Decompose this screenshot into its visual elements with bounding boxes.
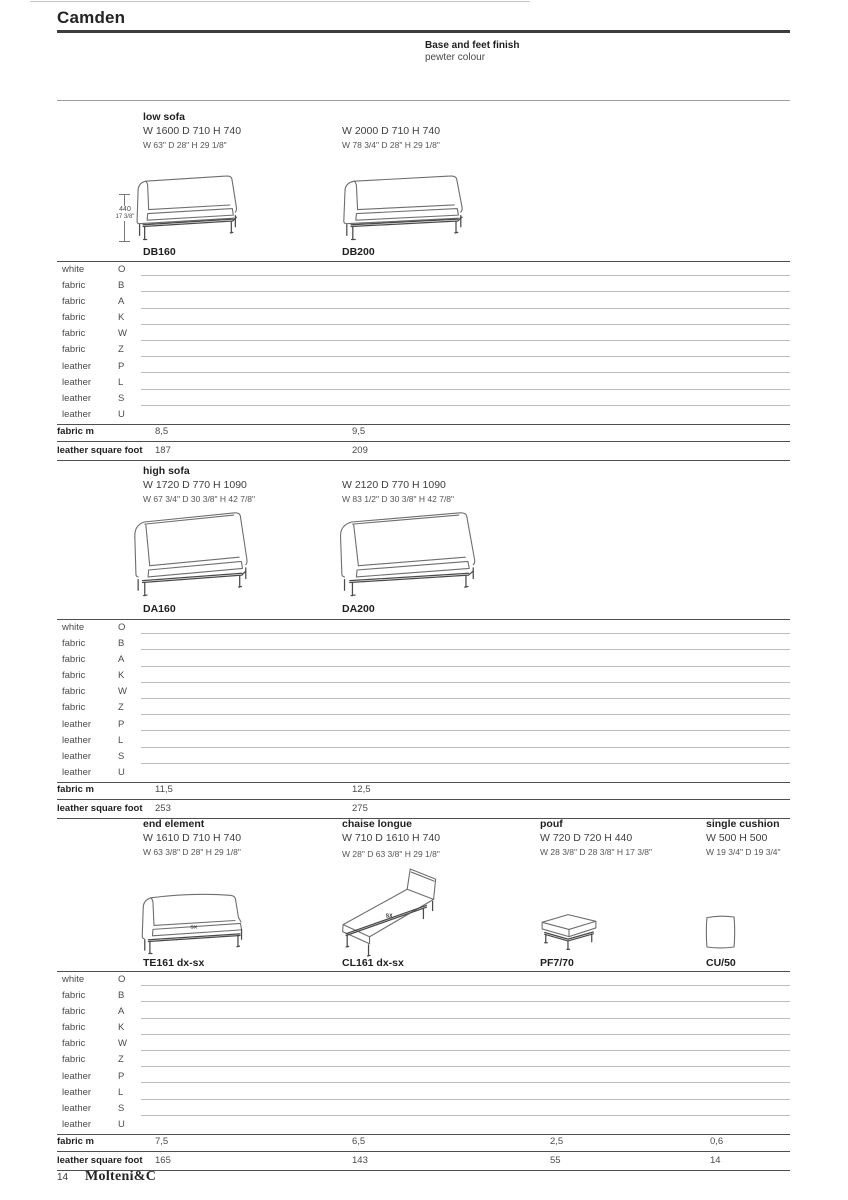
material-code: S [118,1103,125,1114]
row-rule [141,763,790,764]
high-sofa-drawing-da160 [126,506,264,602]
page-title: Camden [57,8,126,27]
material-label: fabric [62,637,86,649]
material-code: K [118,670,125,682]
section-title-pouf: pouf [540,818,563,830]
dims-mm: W 1720 D 770 H 1090 [143,479,247,491]
dims-in: W 19 3/4" D 19 3/4" [706,847,781,857]
leather-sqft-row [57,1152,790,1171]
material-label: white [62,973,85,985]
marker-mm: 440 [119,206,131,213]
material-row [57,972,790,988]
material-code: O [118,973,126,985]
material-code: K [118,1022,125,1034]
material-code: W [118,1038,127,1050]
material-label: fabric [62,989,86,1001]
leather-sqft-row-value: 14 [710,1154,721,1166]
material-row [57,988,790,1004]
dims-mm: W 1610 D 710 H 740 [143,832,242,844]
section-divider [57,100,790,101]
dims-mm: W 720 D 720 H 440 [540,832,633,844]
material-label: leather [62,376,92,388]
fabric-m-row-label: fabric m [57,426,94,438]
leather-sqft-row-label: leather square foot [57,444,143,456]
row-rule [141,405,790,406]
material-row [57,620,790,636]
material-label: fabric [62,702,86,714]
material-label: leather [62,1070,92,1082]
material-row [57,766,790,782]
leather-sqft-row [57,800,790,819]
top-hairline [30,1,530,2]
material-code: W [118,686,127,698]
high-sofa-drawing-da200 [330,506,495,602]
row-rule [141,291,790,292]
material-code: B [118,279,125,291]
leather-sqft-row [57,442,790,461]
material-code: A [118,653,125,665]
fabric-m-row-value: 0,6 [710,1136,724,1148]
page-number: 14 [57,1172,69,1183]
material-row [57,652,790,668]
material-row [57,1118,790,1134]
fabric-m-row-value: 12,5 [352,784,371,796]
material-label: leather [62,1119,92,1131]
leather-sqft-row-label: leather square foot [57,1154,143,1166]
fabric-m-row-value: 7,5 [155,1136,169,1148]
title-rule [57,30,790,33]
row-rule [141,340,790,341]
product-code-db160: DB160 [143,246,176,258]
material-row [57,392,790,408]
leather-sqft-row-value: 165 [155,1154,171,1166]
dims-mm: W 710 D 1610 H 740 [342,832,441,844]
material-label: fabric [62,1038,86,1050]
sx-label: SX [190,924,198,931]
material-label: fabric [62,295,86,307]
material-label: fabric [62,344,86,356]
end-element-drawing [133,884,261,958]
material-label: fabric [62,328,86,340]
sx-label: SX [385,913,393,920]
material-code: L [118,376,124,388]
material-row [57,375,790,391]
material-code: K [118,312,125,324]
chaise-longue-drawing [336,866,458,962]
row-rule [141,649,790,650]
material-label: fabric [62,653,86,665]
material-code: W [118,328,127,340]
row-rule [141,747,790,748]
material-row [57,327,790,343]
material-label: fabric [62,1005,86,1017]
product-code-db200: DB200 [342,246,375,258]
dims-in: W 63" D 28" H 29 1/8" [143,140,227,150]
leather-sqft-row-value: 187 [155,444,171,456]
row-rule [141,682,790,683]
row-rule [141,633,790,634]
single-cushion-drawing [702,912,739,952]
fabric-m-row-value: 9,5 [352,426,366,438]
material-code: P [118,718,125,730]
section-title-high-sofa: high sofa [143,465,190,477]
leather-sqft-row-value: 55 [550,1154,561,1166]
material-row [57,278,790,294]
dims-in: W 78 3/4" D 28" H 29 1/8" [342,140,440,150]
material-label: fabric [62,1022,86,1034]
material-label: fabric [62,670,86,682]
material-code: L [118,734,124,746]
row-rule [141,714,790,715]
dims-mm: W 2120 D 770 H 1090 [342,479,446,491]
leather-sqft-row-value: 275 [352,802,368,814]
material-label: leather [62,767,92,779]
material-code: B [118,637,125,649]
material-label: leather [62,718,92,730]
material-code: Z [118,344,124,356]
material-row [57,311,790,327]
material-label: leather [62,1103,92,1114]
material-code: U [118,409,125,421]
material-code: P [118,1070,125,1082]
leather-sqft-row-value: 209 [352,444,368,456]
spec-table-elements [57,971,790,1171]
marker-in: 17 3/8" [115,214,135,221]
finish-note-title: Base and feet finish [425,40,520,51]
fabric-m-row-value: 6,5 [352,1136,366,1148]
dims-mm: W 1600 D 710 H 740 [143,125,242,137]
material-code: S [118,751,125,762]
material-code: S [118,393,125,404]
row-rule [141,1050,790,1051]
material-row [57,733,790,749]
material-row [57,701,790,717]
low-sofa-drawing-db160 [128,168,254,244]
material-row [57,1004,790,1020]
material-label: fabric [62,686,86,698]
row-rule [141,985,790,986]
pouf-drawing [538,908,600,955]
material-label: fabric [62,279,86,291]
row-rule [141,1082,790,1083]
finish-note-subtitle: pewter colour [425,52,486,63]
material-row [57,1102,790,1118]
material-label: fabric [62,1054,86,1066]
material-label: leather [62,1086,92,1098]
row-rule [141,1115,790,1116]
spec-table-high-sofa [57,619,790,819]
material-row [57,1069,790,1085]
row-rule [141,275,790,276]
row-rule [141,730,790,731]
fabric-m-row-value: 8,5 [155,426,169,438]
row-rule [141,389,790,390]
material-row [57,636,790,652]
dims-in: W 63 3/8" D 28" H 29 1/8" [143,847,241,857]
material-label: white [62,621,85,633]
brand-logo: Molteni&C [85,1169,157,1184]
fabric-m-row-label: fabric m [57,1136,94,1148]
material-label: leather [62,751,92,762]
material-code: O [118,263,126,275]
product-code-da160: DA160 [143,603,176,615]
spec-table-low-sofa [57,261,790,461]
material-code: P [118,360,125,372]
material-label: white [62,263,85,275]
product-code-pf770: PF7/70 [540,957,574,969]
row-rule [141,356,790,357]
dims-in: W 28 3/8" D 28 3/8" H 17 3/8" [540,847,653,857]
material-label: leather [62,360,92,372]
material-row [57,685,790,701]
product-code-cu50: CU/50 [706,957,736,969]
dims-in: W 28" D 63 3/8" H 29 1/8" [342,849,440,859]
section-title-chaise-longue: chaise longue [342,818,413,830]
material-row [57,717,790,733]
material-code: L [118,1086,124,1098]
row-rule [141,1066,790,1067]
row-rule [141,324,790,325]
material-row [57,294,790,310]
material-row [57,1021,790,1037]
material-code: B [118,989,125,1001]
row-rule [141,698,790,699]
material-code: O [118,621,126,633]
material-row [57,343,790,359]
material-code: A [118,1005,125,1017]
row-rule [141,1001,790,1002]
dims-mm: W 500 H 500 [706,832,768,844]
material-code: A [118,295,125,307]
fabric-m-row-value: 11,5 [155,784,173,796]
leather-sqft-row-label: leather square foot [57,802,143,814]
dims-in: W 83 1/2" D 30 3/8" H 42 7/8" [342,494,455,504]
material-row [57,1085,790,1101]
material-row [57,750,790,766]
dims-in: W 67 3/4" D 30 3/8" H 42 7/8" [143,494,256,504]
material-row [57,1053,790,1069]
material-row [57,669,790,685]
material-code: Z [118,702,124,714]
row-rule [141,1099,790,1100]
dims-mm: W 2000 D 710 H 740 [342,125,441,137]
material-row [57,262,790,278]
row-rule [141,1018,790,1019]
row-rule [141,666,790,667]
fabric-m-row [57,424,790,443]
material-code: U [118,767,125,779]
material-row [57,359,790,375]
section-title-low-sofa: low sofa [143,111,186,123]
product-code-te161: TE161 dx-sx [143,957,205,969]
material-code: Z [118,1054,124,1066]
section-title-single-cushion: single cushion [706,818,780,830]
section-title-end-element: end element [143,818,205,830]
row-rule [141,1034,790,1035]
material-row [57,1037,790,1053]
material-label: leather [62,393,92,404]
low-sofa-drawing-db200 [333,168,483,244]
row-rule [141,308,790,309]
material-row [57,408,790,424]
material-code: U [118,1119,125,1131]
material-label: fabric [62,312,86,324]
material-label: leather [62,734,92,746]
fabric-m-row-value: 2,5 [550,1136,564,1148]
fabric-m-row [57,782,790,801]
fabric-m-row [57,1134,790,1153]
leather-sqft-row-value: 143 [352,1154,368,1166]
material-label: leather [62,409,92,421]
product-code-da200: DA200 [342,603,375,615]
fabric-m-row-label: fabric m [57,784,94,796]
row-rule [141,372,790,373]
leather-sqft-row-value: 253 [155,802,171,814]
product-code-cl161: CL161 dx-sx [342,957,404,969]
